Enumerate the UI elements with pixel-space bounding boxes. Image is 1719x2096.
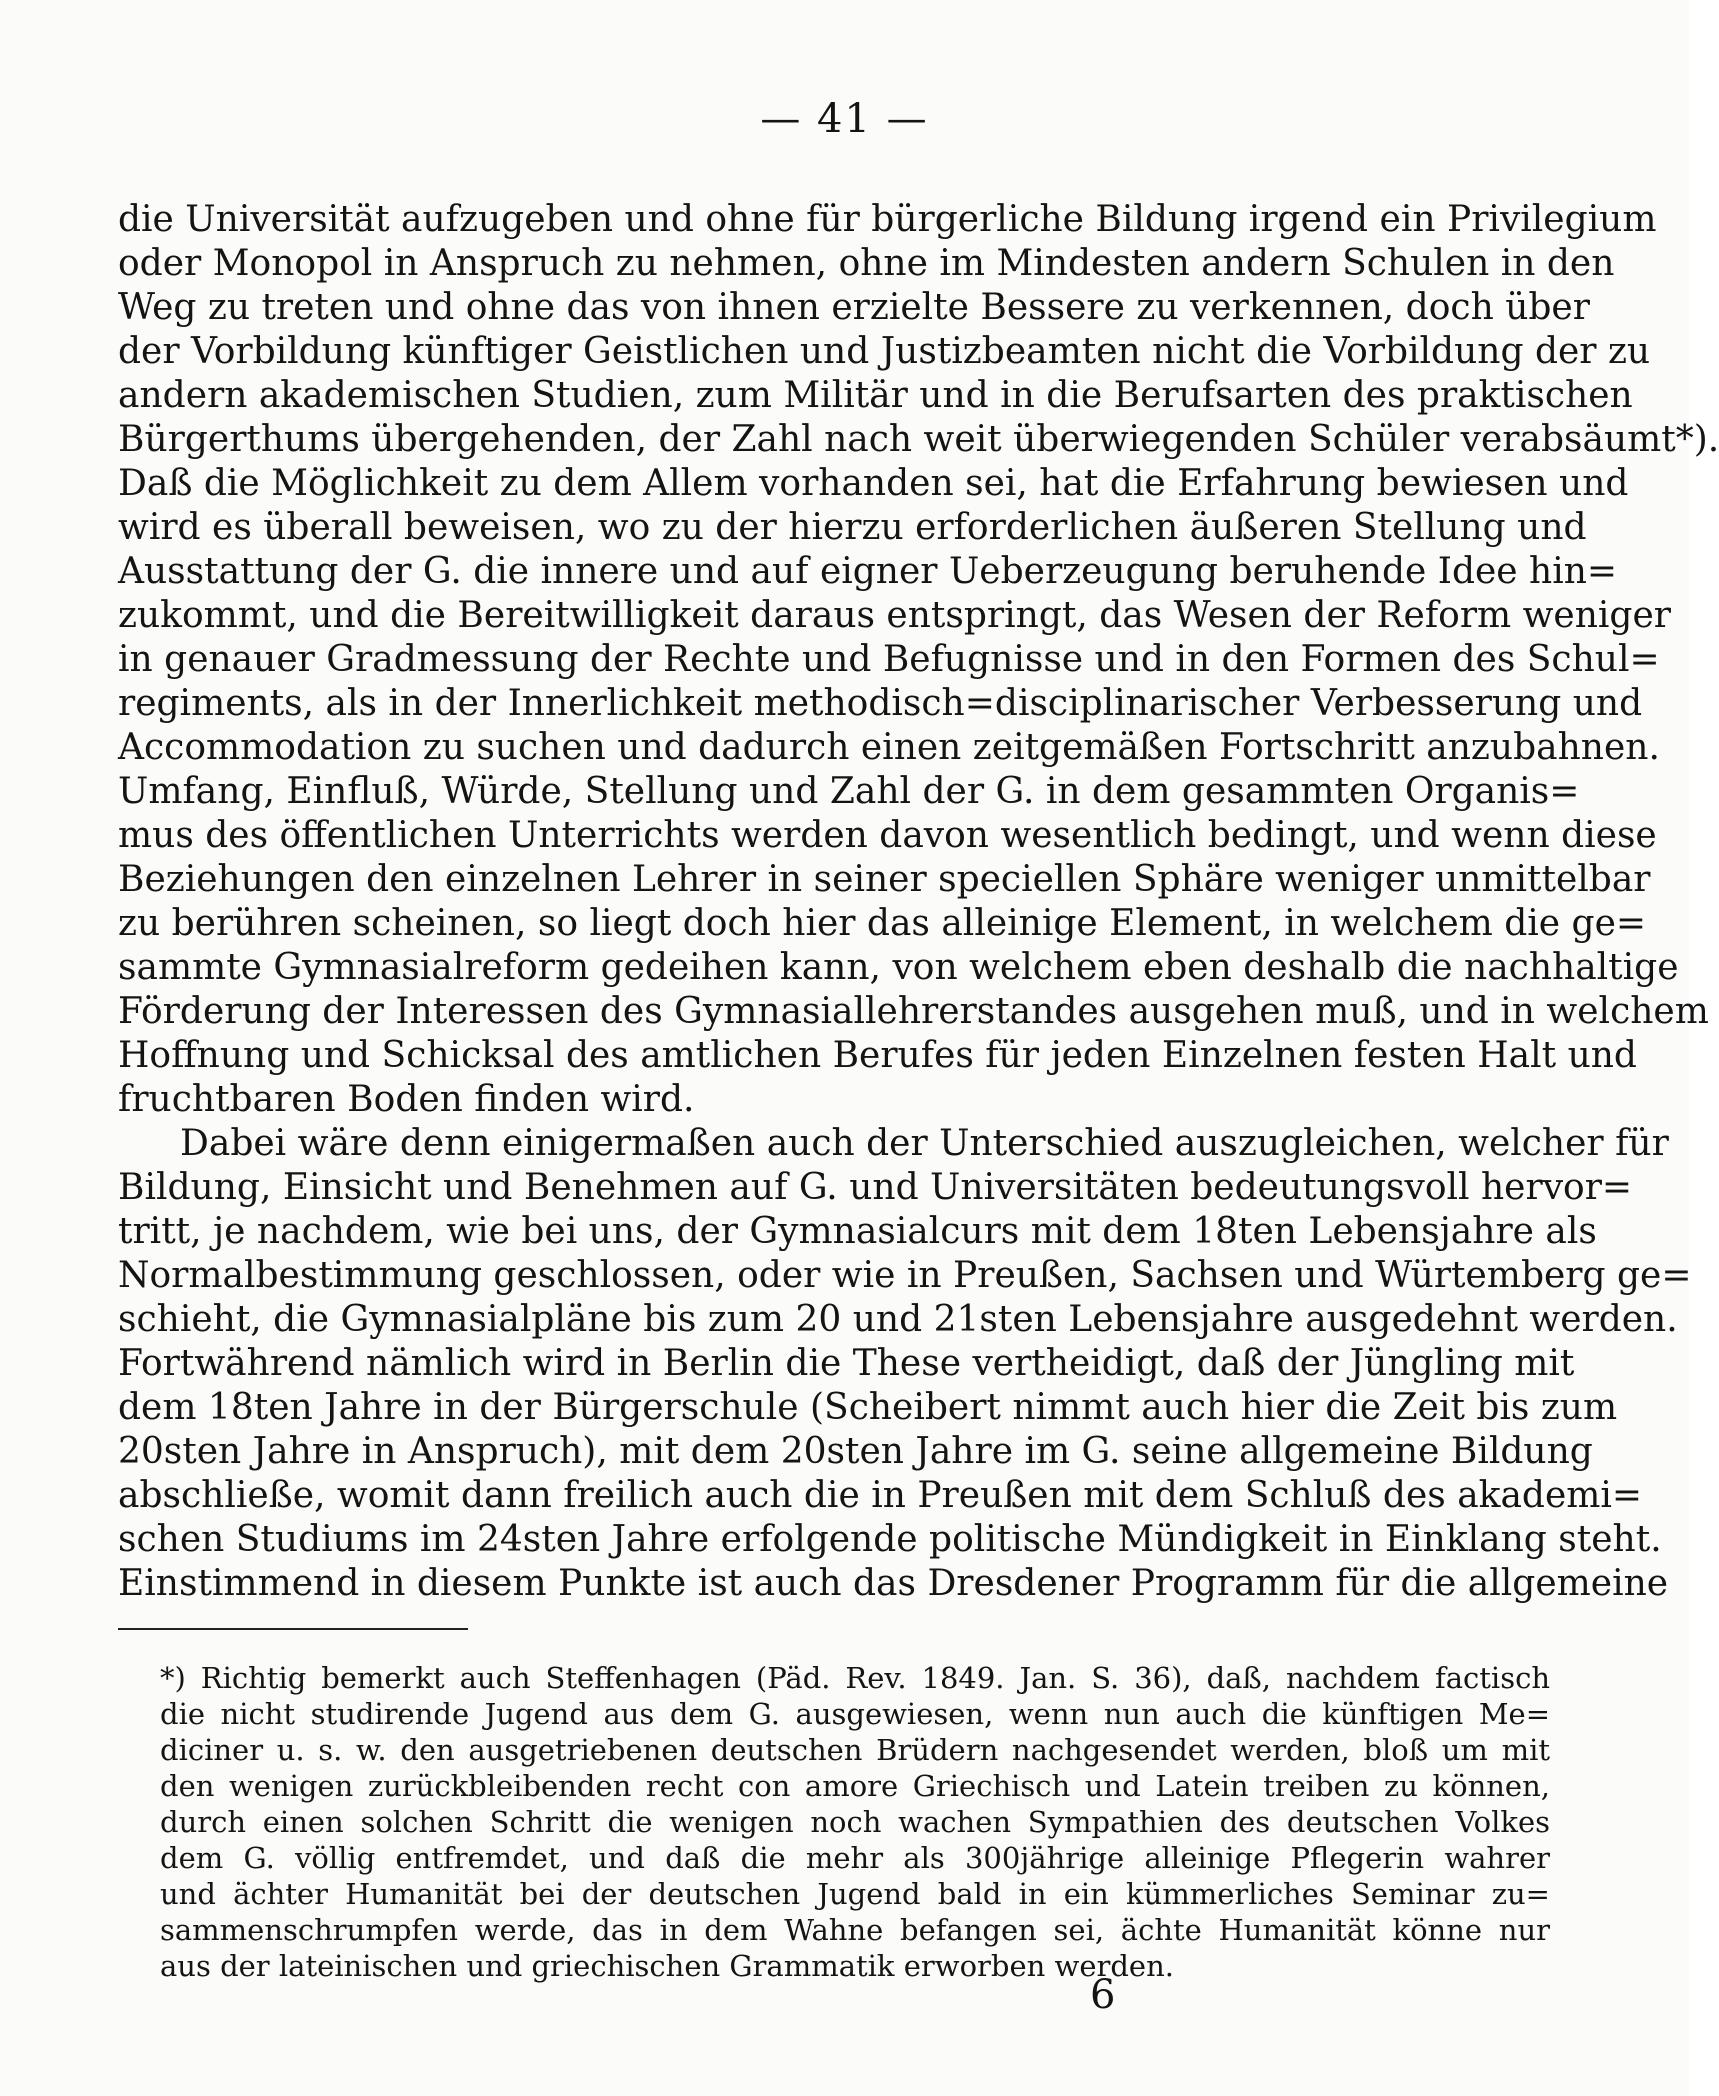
text-line: Hoffnung und Schicksal des amtlichen Berufes für jeden Einzelnen festen Halt und <box>118 1035 1637 1076</box>
main-text <box>118 198 1719 1606</box>
text-line: Umfang, Einfluß, Würde, Stellung und Zahl der G. in dem gesammten Organis= <box>118 771 1580 812</box>
text-line: zukommt, und die Bereitwilligkeit daraus entspringt, das Wesen der Reform weniger <box>118 595 1671 636</box>
text-line: Bürgerthums übergehenden, der Zahl nach weit überwiegenden Schüler verabsäumt*). <box>118 419 1719 460</box>
text-line: Weg zu treten und ohne das von ihnen erzielte Bessere zu verkennen, doch über <box>118 287 1590 328</box>
text-line: schen Studiums im 24sten Jahre erfolgende politische Mündigkeit in Einklang steht. <box>118 1519 1662 1560</box>
text-line: die Universität aufzugeben und ohne für bürgerliche Bildung irgend ein Privilegium <box>118 199 1657 240</box>
text-line: schieht, die Gymnasialpläne bis zum 20 und 21sten Lebensjahre ausgedehnt werden. <box>118 1299 1678 1340</box>
text-line: Accommodation zu suchen und dadurch einen zeitgemäßen Fortschritt anzubahnen. <box>118 727 1660 768</box>
footnote-line: die nicht studirende Jugend aus dem G. ausgewiesen, wenn nun auch die künftigen Me= <box>160 1697 1550 1731</box>
text-line: sammte Gymnasialreform gedeihen kann, von welchem eben deshalb die nachhaltige <box>118 947 1679 988</box>
text-line: abschließe, womit dann freilich auch die in Preußen mit dem Schluß des akademi= <box>118 1475 1643 1516</box>
page-number: — 41 — <box>760 96 929 142</box>
text-line: Bildung, Einsicht und Benehmen auf G. und Universitäten bedeutungsvoll hervor= <box>118 1167 1633 1208</box>
text-line: Normalbestimmung geschlossen, oder wie in Preußen, Sachsen und Würtemberg ge= <box>118 1255 1692 1296</box>
text-line: regiments, als in der Innerlichkeit methodisch=disciplinarischer Verbesserung und <box>118 683 1643 724</box>
text-line: zu berühren scheinen, so liegt doch hier das alleinige Element, in welchem die ge= <box>118 903 1647 944</box>
text-line: mus des öffentlichen Unterrichts werden davon wesentlich bedingt, und wenn diese <box>118 815 1657 856</box>
text-line: Einstimmend in diesem Punkte ist auch das Dresdener Programm für die allgemeine <box>118 1563 1669 1604</box>
text-line: wird es überall beweisen, wo zu der hierzu erforderlichen äußeren Stellung und <box>118 507 1587 548</box>
text-line: Beziehungen den einzelnen Lehrer in seiner speciellen Sphäre weniger unmittelbar <box>118 859 1651 900</box>
signature-mark: 6 <box>1090 1972 1116 2018</box>
paragraph-start-line: Dabei wäre denn einigermaßen auch der Unterschied auszugleichen, welcher für <box>180 1123 1669 1164</box>
footnote-line: den wenigen zurückbleibenden recht con amore Griechisch und Latein treiben zu können, <box>160 1769 1550 1803</box>
footnote-line: diciner u. s. w. den ausgetriebenen deutschen Brüdern nachgesendet werden, bloß um mit <box>160 1733 1550 1767</box>
text-line: oder Monopol in Anspruch zu nehmen, ohne im Mindesten andern Schulen in den <box>118 243 1615 284</box>
text-line: tritt, je nachdem, wie bei uns, der Gymnasialcurs mit dem 18ten Lebensjahre als <box>118 1211 1597 1252</box>
footnote <box>160 1660 1550 1984</box>
text-line: Förderung der Interessen des Gymnasiallehrerstandes ausgehen muß, und in welchem <box>118 991 1709 1032</box>
text-line: in genauer Gradmessung der Rechte und Befugnisse und in den Formen des Schul= <box>118 639 1660 680</box>
footnote-divider <box>118 1628 468 1630</box>
text-line: Ausstattung der G. die innere und auf eigner Ueberzeugung beruhende Idee hin= <box>118 551 1618 592</box>
text-line: der Vorbildung künftiger Geistlichen und Justizbeamten nicht die Vorbildung der zu <box>118 331 1651 372</box>
footnote-line: sammenschrumpfen werde, das in dem Wahne befangen sei, ächte Humanität könne nur <box>160 1913 1550 1947</box>
footnote-line: aus der lateinischen und griechischen Grammatik erworben werden. <box>160 1949 1174 1983</box>
text-line: Daß die Möglichkeit zu dem Allem vorhanden sei, hat die Erfahrung bewiesen und <box>118 463 1629 504</box>
footnote-line: *) Richtig bemerkt auch Steffenhagen (Päd. Rev. 1849. Jan. S. 36), daß, nachdem factisch <box>160 1661 1550 1695</box>
footnote-line: und ächter Humanität bei der deutschen Jugend bald in ein kümmerliches Seminar zu= <box>160 1877 1550 1911</box>
text-line: dem 18ten Jahre in der Bürgerschule (Scheibert nimmt auch hier die Zeit bis zum <box>118 1387 1618 1428</box>
footnote-line: durch einen solchen Schritt die wenigen noch wachen Sympathien des deutschen Volkes <box>160 1805 1550 1839</box>
footnote-line: dem G. völlig entfremdet, und daß die mehr als 300jährige alleinige Pflegerin wahrer <box>160 1841 1550 1875</box>
paragraph-end-line: fruchtbaren Boden finden wird. <box>118 1079 695 1120</box>
text-line: andern akademischen Studien, zum Militär und in die Berufsarten des praktischen <box>118 375 1633 416</box>
text-line: 20sten Jahre in Anspruch), mit dem 20sten Jahre im G. seine allgemeine Bildung <box>118 1431 1593 1472</box>
text-line: Fortwährend nämlich wird in Berlin die These vertheidigt, daß der Jüngling mit <box>118 1343 1575 1384</box>
